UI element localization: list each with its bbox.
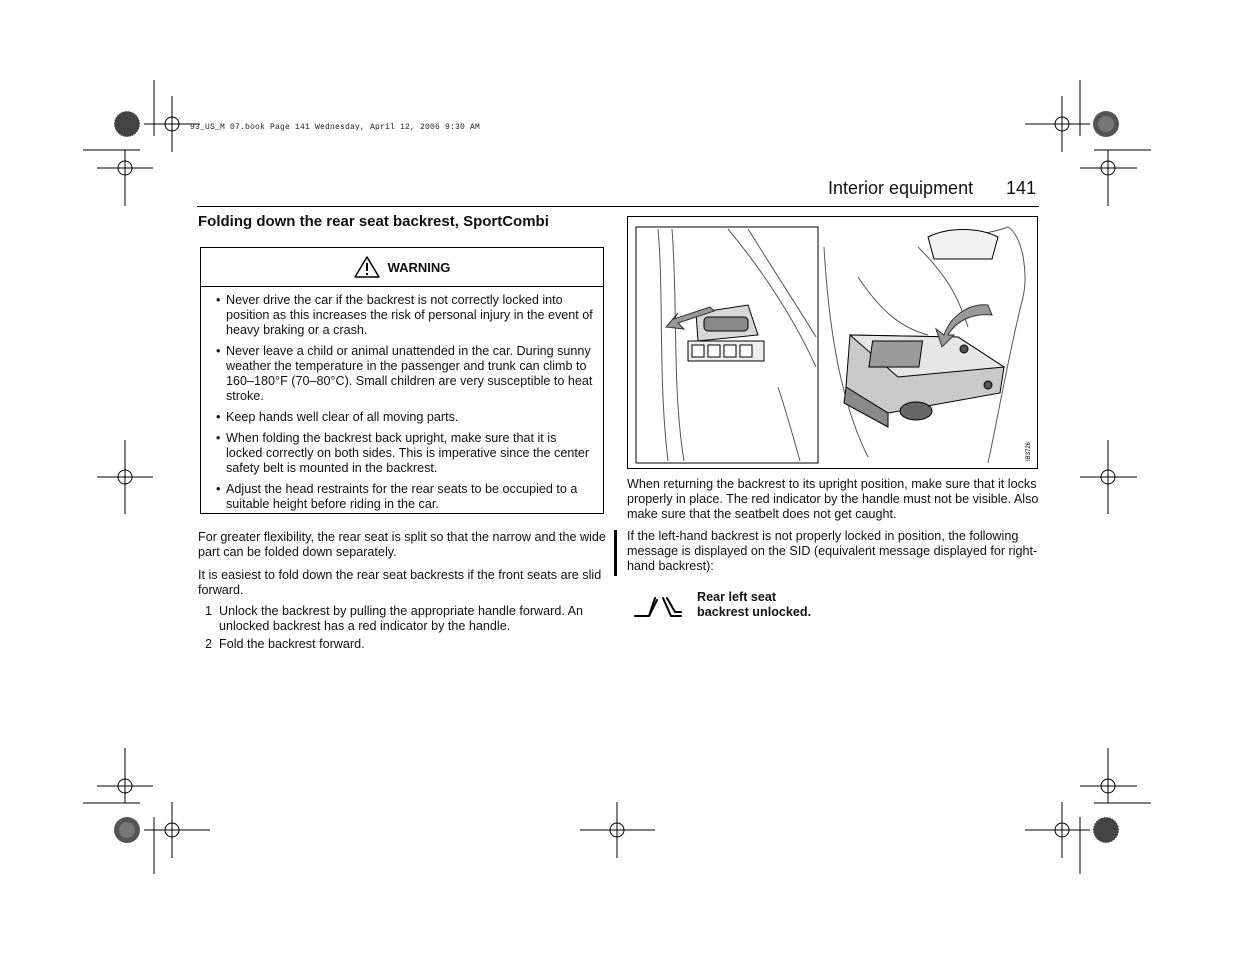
step-item (205, 604, 610, 634)
step-number: 2 (205, 637, 213, 651)
warning-item: • Never leave a child or animal unattended in the car. During sunny weather the temperature in the passenger and trunk can climb to 160–180°F (70–80°C). Small children are very susceptible to heat stroke. (216, 344, 593, 403)
warning-heading (201, 248, 603, 287)
sid-paragraph: If the left-hand backrest is not properly locked in position, the following message is displayed on the SID (equivalent message displayed for right-hand backrest): (627, 529, 1038, 573)
print-slug: 93_US_M 07.book Page 141 Wednesday, April 12, 2006 9:30 AM (190, 123, 481, 132)
bullet: • (216, 482, 221, 496)
seat-backrest-icon (633, 594, 683, 620)
intro-paragraph: For greater flexibility, the rear seat is split so that the narrow and the wide part can be folded down separately. (198, 530, 606, 559)
step-list (205, 604, 610, 655)
step-number: 1 (205, 604, 213, 618)
step-text: Fold the backrest forward. (219, 637, 365, 651)
rear-seat-illustration (627, 216, 1038, 469)
bullet: • (216, 410, 221, 424)
step-item (205, 637, 610, 652)
bullet: • (216, 431, 221, 445)
warning-item: • Adjust the head restraints for the rear seats to be occupied to a suitable height before riding in the car. (216, 482, 578, 511)
warning-item: • Never drive the car if the backrest is not correctly locked into position as this increases the risk of personal injury in the event of heavy braking or a crash. (216, 293, 593, 337)
page-number: 141 (1006, 178, 1037, 198)
bullet: • (216, 293, 221, 307)
warning-list (201, 287, 603, 512)
rear-seat-drawing (628, 217, 1037, 468)
step-text: Unlock the backrest by pulling the appropriate handle forward. An unlocked backrest has a red indicator by the handle. (219, 604, 584, 633)
sid-message (697, 590, 811, 620)
warning-item: • When folding the backrest back upright, make sure that it is locked correctly on both sides. This is imperative since the center safety belt is mounted in the backrest. (216, 431, 590, 475)
header-rule (197, 206, 1039, 207)
warning-triangle-icon (354, 256, 380, 278)
sid-message-line: backrest unlocked. (697, 605, 812, 619)
warning-label: WARNING (387, 259, 451, 275)
change-bar (614, 530, 617, 576)
returning-paragraph: When returning the backrest to its upright position, make sure that it locks properly in place. The red indicator by the handle must not be visible. Also make sure that the seatbelt does not get caught. (627, 477, 1039, 521)
warning-box (200, 247, 604, 514)
intro-paragraph: It is easiest to fold down the rear seat backrests if the front seats are slid forward. (198, 568, 602, 597)
running-header-section: Interior equipment (828, 178, 974, 198)
section-title: Folding down the rear seat backrest, SportCombi (198, 213, 549, 230)
bullet: • (216, 344, 221, 358)
figure-code: IB3726 (1026, 441, 1032, 461)
sid-message-line: Rear left seat (697, 590, 777, 604)
warning-item: • Keep hands well clear of all moving parts. (216, 410, 459, 424)
